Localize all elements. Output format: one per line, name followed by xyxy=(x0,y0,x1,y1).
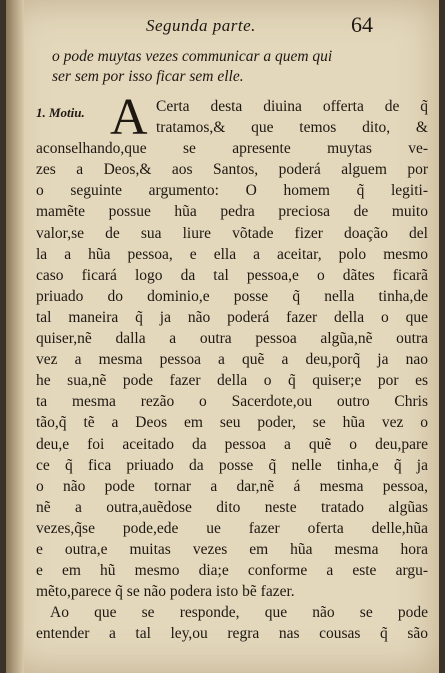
text-line: he sua,nẽ pode fazer della o q̃ quiser;e por es xyxy=(36,372,428,390)
page-number: 64 xyxy=(351,12,373,37)
text-line: vezes,q̃se pode,ede ue fazer oferta delle,hũa xyxy=(36,519,428,537)
text-line: o seguinte argumento: O homem q̃ legiti- xyxy=(36,182,428,200)
text-line: aconselhando,que se apresente muytas ve- xyxy=(36,140,428,158)
text-line: tratamos,& que temos dito, & xyxy=(156,119,428,137)
book-page xyxy=(6,0,439,673)
page-gutter xyxy=(6,0,24,673)
text-line: la a hũa pessoa, e ella a aceitar, polo mesmo xyxy=(36,245,428,263)
text-line: quiser,nẽ dalla a outra pessoa algũa,nẽ outra xyxy=(36,330,428,348)
text-line: e outra,e muitas vezes em hũa mesma hora xyxy=(36,540,428,558)
text-line: caso ficará logo da tal pessoa,e o dãtes ficarã xyxy=(36,266,428,284)
text-line: o não pode tornar a dar,nẽ á mesma pessoa, xyxy=(36,477,428,495)
page-header xyxy=(146,12,425,42)
text-line: deu,e foi aceitado da pessoa a quẽ o deu,pare xyxy=(36,435,428,453)
text-line: o pode muytas vezes communicar a quem qui xyxy=(52,48,333,65)
text-line: valor,se de sua liure võtade fizer doação del xyxy=(36,224,428,242)
text-line: nẽ a outra,auẽdose dito neste tratado algũas xyxy=(36,498,428,516)
text-line: mẽto,parece q̃ se não podera isto bẽ fazer. xyxy=(36,583,295,601)
running-head: Segunda parte. xyxy=(146,16,256,35)
text-line: ta mesma rezão o Sacerdote,ou outro Chris xyxy=(36,393,428,411)
text-line: vez a mesma pessoa a quẽ a deu,porq̃ ja nao xyxy=(36,351,428,369)
text-line: zes a Deos,& aos Santos, poderá alguem por xyxy=(36,161,428,179)
text-line: ser sem por isso ficar sem elle. xyxy=(52,68,244,85)
body-text xyxy=(36,89,428,644)
text-line: entender a tal ley,ou regra nas cousas q̃ são xyxy=(36,625,428,643)
margin-note: 1. Motiu. xyxy=(36,105,85,120)
text-line: ce q̃ fica priuado da posse q̃ nelle tinha,e q̃ ja xyxy=(36,456,428,474)
text-line: tão,q̃ tẽ a Deos em seu poder, se hũa vez o xyxy=(36,414,428,432)
text-line: e em hũ mesmo dia;e conforme a este argu- xyxy=(36,562,428,580)
text-line: mamẽte possue hũa pedra preciosa de muito xyxy=(36,203,428,221)
text-line: Ao que se responde, que não se pode xyxy=(50,604,428,622)
text-line: tal maneira q̃ ja não poderá fazer della o que xyxy=(36,308,428,326)
text-line: Certa desta diuina offerta de q̃ xyxy=(156,98,428,115)
continuation-text xyxy=(52,47,432,87)
drop-cap: A xyxy=(110,89,148,146)
text-line: priuado do dominio,e posse q̃ nella tinha,de xyxy=(36,287,428,305)
